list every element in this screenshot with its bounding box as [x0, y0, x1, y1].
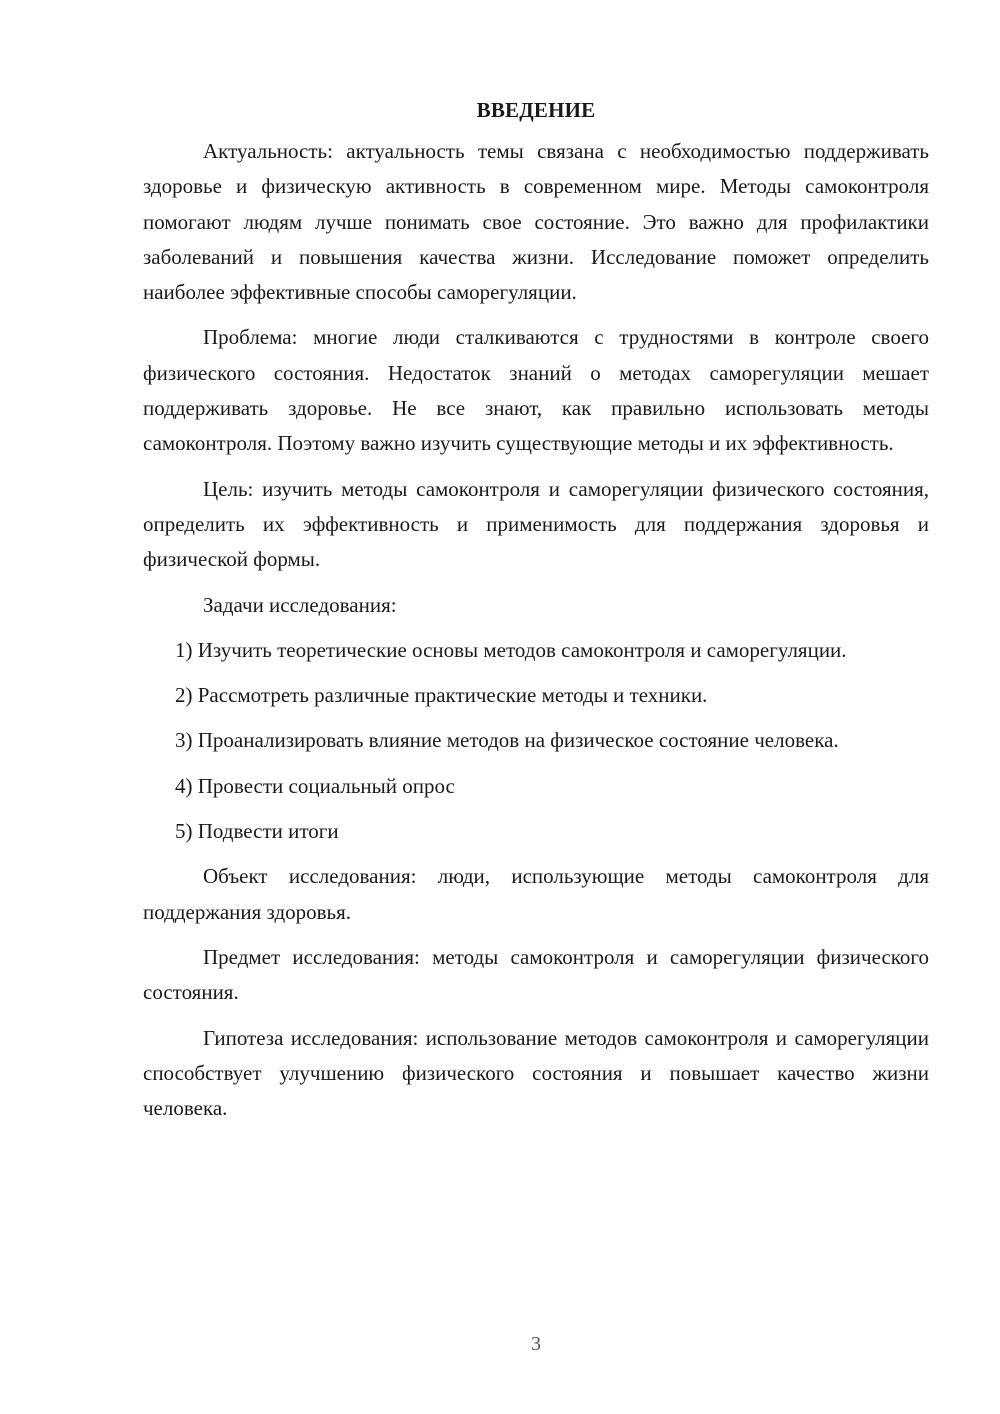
paragraph-relevance: Актуальность: актуальность темы связана с необходимостью поддерживать здоровье и физическую активность в современном мире. Методы самоконтроля помогают людям лучше понимать свое состояние. Это важно для профилактики заболеваний и повышения качества жизни. Исследование поможет определить наиболее эффективные способы саморегуляции.: [143, 139, 929, 305]
task-item-3: 3) Проанализировать влияние методов на физическое состояние человека.: [175, 728, 839, 753]
paragraph-goal: Цель: изучить методы самоконтроля и саморегуляции физического состояния, определить их эффективность и применимость для поддержания здоровья и физической формы.: [143, 476, 929, 572]
paragraph-object: Объект исследования: люди, использующие методы самоконтроля для поддержания здоровья.: [143, 864, 929, 924]
tasks-heading: Задачи исследования:: [203, 592, 397, 617]
page-number: 3: [531, 1333, 541, 1355]
page-title: ВВЕДЕНИЕ: [476, 98, 596, 122]
task-item-5: 5) Подвести итоги: [175, 819, 339, 844]
page-content: [143, 94, 929, 1136]
task-item-1: 1) Изучить теоретические основы методов самоконтроля и саморегуляции.: [175, 637, 847, 662]
paragraph-problem: Проблема: многие люди сталкиваются с трудностями в контроле своего физического состояния. Недостаток знаний о методах саморегуляции мешает поддерживать здоровье. Не все знают, как правильно использовать методы самоконтроля. Поэтому важно изучить существующие методы и их эффективность.: [143, 325, 929, 456]
paragraph-hypothesis: Гипотеза исследования: использование методов самоконтроля и саморегуляции способствует улучшению физического состояния и повышает качество жизни человека.: [143, 1025, 929, 1121]
task-item-2: 2) Рассмотреть различные практические методы и техники.: [175, 683, 708, 708]
task-item-4: 4) Провести социальный опрос: [175, 773, 455, 798]
paragraph-subject: Предмет исследования: методы самоконтроля и саморегуляции физического состояния.: [143, 944, 929, 1005]
